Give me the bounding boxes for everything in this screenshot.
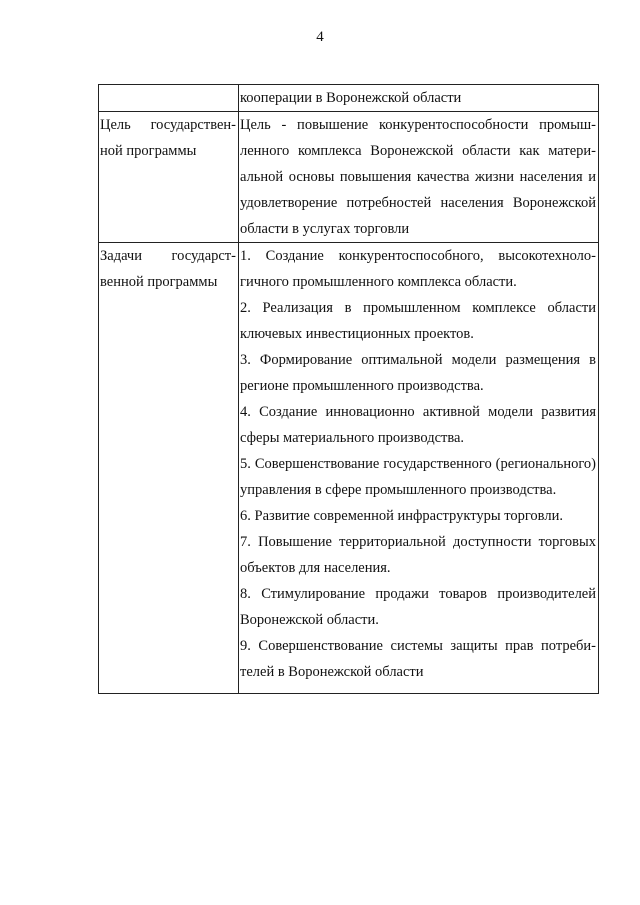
continuation-label-cell (99, 85, 239, 112)
continuation-text-cell (239, 85, 599, 112)
table-row-goal (99, 112, 599, 243)
tasks-list-cell (239, 243, 599, 694)
task-item: 7. Повышение территориальной доступности торговых объектов для населения. (240, 534, 596, 576)
task-item: 6. Развитие современной инфраструктуры торговли. (240, 508, 563, 524)
goal-text-cell (239, 112, 599, 243)
tasks-label-cell (99, 243, 239, 694)
task-item: 5. Совершенствование государственного (регионального) управления в сфере промышленного производства. (240, 456, 596, 498)
task-item: 3. Формирование оптимальной модели размещения в регионе промышленного производства. (240, 352, 596, 394)
program-passport-table (98, 84, 599, 694)
tasks-label: Задачи государственной программы (100, 248, 236, 290)
task-item: 9. Совершенствование системы защиты прав потребителей в Воронежской области (240, 638, 596, 680)
continuation-text: кооперации в Воронежской области (240, 90, 462, 106)
page-number: 4 (316, 29, 324, 45)
goal-text: Цель - повышение конкурентоспособности промышленного комплекса Воронежской области как материальной основы повышения качества жизни населения и удовлетворение потребностей населения Воронежской области в услугах торговли (240, 117, 596, 237)
goal-label-cell (99, 112, 239, 243)
table-row-continuation (99, 85, 599, 112)
task-item: 2. Реализация в промышленном комплексе области ключевых инвестиционных проектов. (240, 300, 596, 342)
task-item: 8. Стимулирование продажи товаров производителей Воронежской области. (240, 586, 596, 628)
table-row-tasks (99, 243, 599, 694)
task-item: 1. Создание конкурентоспособного, высокотехнологичного промышленного комплекса области. (240, 248, 596, 290)
goal-label: Цель государственной программы (100, 117, 236, 159)
task-item: 4. Создание инновационно активной модели развития сферы материального производства. (240, 404, 596, 446)
